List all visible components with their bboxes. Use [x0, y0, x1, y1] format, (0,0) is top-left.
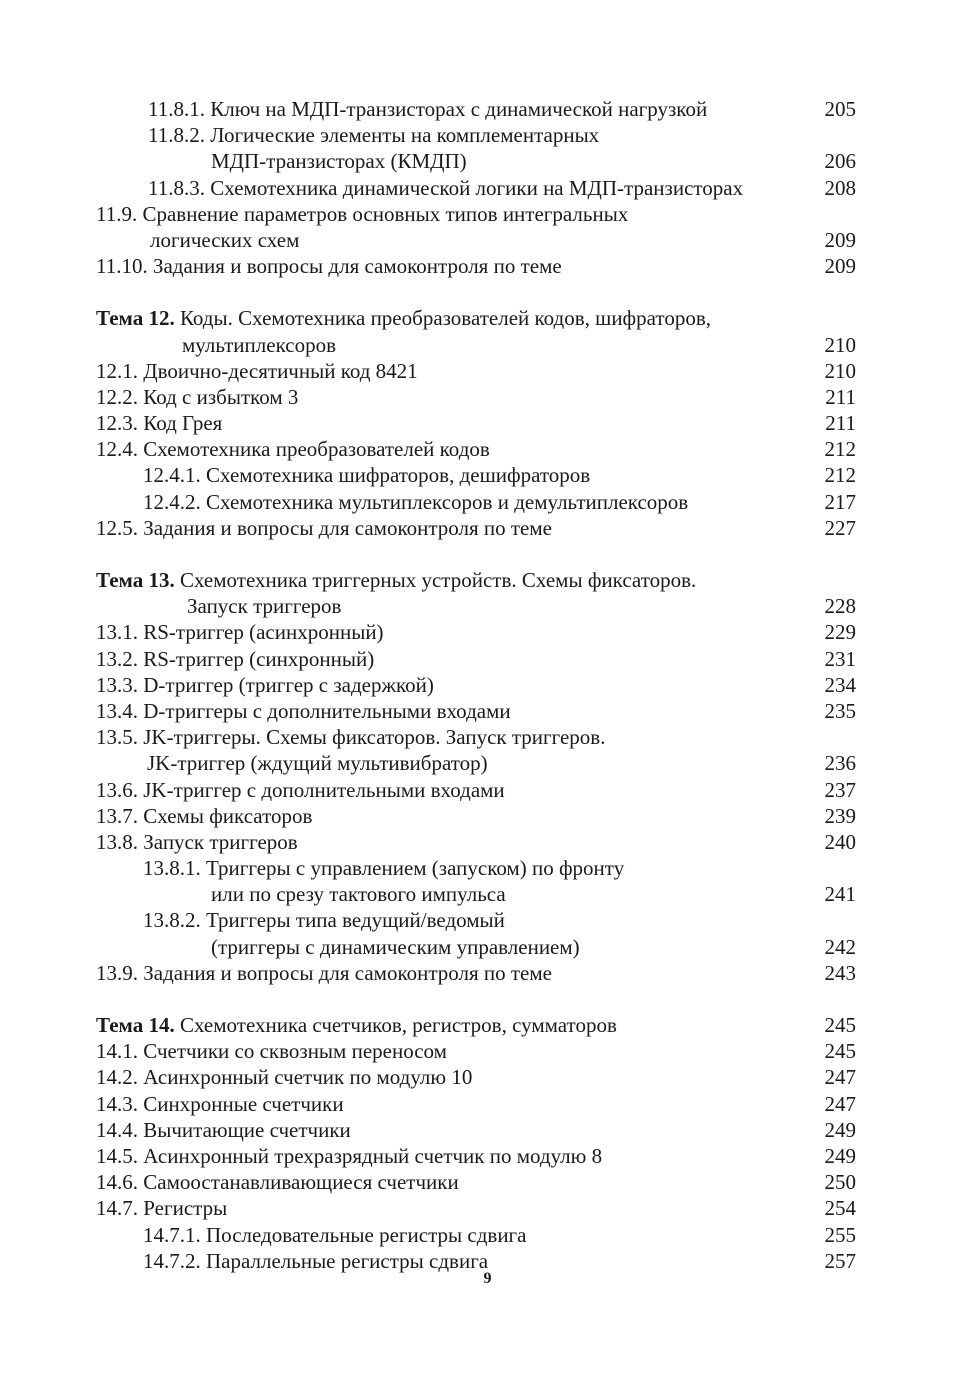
toc-entry-title: 13.7. Схемы фиксаторов: [96, 803, 313, 828]
toc-entry-title: 13.3. D-триггер (триггер с задержкой): [96, 672, 434, 697]
theme-label: Тема 13.: [96, 568, 175, 592]
toc-entry-title: 14.1. Счетчики со сквозным переносом: [96, 1039, 447, 1064]
toc-entry-title: 13.5. JK-триггеры. Схемы фиксаторов. Запуск триггеров.: [96, 725, 606, 750]
toc-entry: [96, 881, 856, 907]
toc-entry-title: Запуск триггеров: [187, 594, 342, 619]
toc-entry: [96, 1064, 856, 1090]
toc-entry-title: 13.2. RS-триггер (синхронный): [96, 646, 375, 671]
toc-entry-title: 14.7. Регистры: [96, 1196, 228, 1221]
toc-entry-page: 210: [824, 358, 856, 383]
toc-entry: [96, 332, 856, 358]
toc-entry-page: 210: [824, 332, 856, 357]
toc-entry-page: 242: [824, 934, 856, 959]
toc-entry-title: 13.4. D-триггеры с дополнительными входами: [96, 698, 511, 723]
toc-entry-page: 209: [824, 227, 856, 252]
toc-entry-title: 14.2. Асинхронный счетчик по модулю 10: [96, 1065, 473, 1090]
toc-entry: [96, 122, 856, 148]
toc-entry-page: 243: [824, 960, 856, 985]
toc-entry: [96, 777, 856, 803]
toc-entry: [96, 750, 856, 776]
toc-entry: [96, 619, 856, 645]
toc-entry: [96, 253, 856, 279]
toc-entry-title: 11.8.1. Ключ на МДП-транзисторах с динамической нагрузкой: [148, 97, 708, 121]
toc-entry: [96, 96, 856, 122]
toc-entry-title: 12.1. Двоично-десятичный код 8421: [96, 358, 418, 383]
toc-entry: [96, 1091, 856, 1117]
toc-theme-heading: [96, 1012, 856, 1038]
toc-entry: [96, 829, 856, 855]
toc-entry-title: мультиплексоров: [182, 332, 336, 357]
toc-entry-title: 12.3. Код Грея: [96, 411, 223, 436]
toc-entry-title: 14.7.1. Последовательные регистры сдвига: [143, 1222, 527, 1247]
toc-entry-title: JK-триггер (ждущий мультивибратор): [147, 751, 488, 776]
toc-entry-page: 247: [824, 1091, 856, 1116]
toc-entry-title: 11.8.2. Логические элементы на комплементарных: [148, 123, 600, 148]
toc-entry-title: 14.4. Вычитающие счетчики: [96, 1117, 351, 1142]
toc-entry-page: 257: [824, 1248, 856, 1273]
toc-entry-title: 13.8.1. Триггеры с управлением (запуском) по фронту: [143, 856, 625, 881]
toc-entry: [96, 593, 856, 619]
toc-entry: [96, 515, 856, 541]
toc-entry-page: 228: [824, 594, 856, 619]
toc-entry: [96, 907, 856, 933]
toc-entry: [96, 724, 856, 750]
toc-entry-title: 12.2. Код с избытком 3: [96, 384, 299, 409]
toc-entry-page: 245: [824, 1013, 856, 1037]
toc-entry-title: (триггеры с динамическим управлением): [211, 934, 580, 959]
toc-entry-title: 13.8.2. Триггеры типа ведущий/ведомый: [143, 908, 505, 933]
toc-entry: [96, 855, 856, 881]
toc-entry-title: 12.4. Схемотехника преобразователей кодов: [96, 437, 490, 462]
toc-entry-title: 14.7.2. Параллельные регистры сдвига: [143, 1248, 489, 1273]
toc-entry: [96, 1169, 856, 1195]
toc-entry-page: 211: [825, 411, 856, 436]
toc-entry: [96, 227, 856, 253]
table-of-contents: [96, 96, 856, 1274]
toc-entry-title: 13.1. RS-триггер (асинхронный): [96, 620, 384, 645]
toc-entry: [96, 960, 856, 986]
toc-entry-page: 235: [824, 698, 856, 723]
toc-entry-page: 247: [824, 1065, 856, 1090]
theme-title: Схемотехника счетчиков, регистров, сумматоров: [174, 1013, 617, 1037]
toc-entry-page: 255: [824, 1222, 856, 1247]
toc-entry-page: 227: [824, 515, 856, 540]
toc-entry-page: 217: [824, 489, 856, 514]
toc-entry: [96, 462, 856, 488]
toc-entry-page: 236: [824, 751, 856, 776]
toc-entry-page: 229: [824, 620, 856, 645]
page-number: 9: [483, 1270, 492, 1287]
toc-entry: [96, 1038, 856, 1064]
toc-theme-heading: [96, 305, 856, 331]
toc-entry: [96, 1143, 856, 1169]
toc-entry-title: 12.5. Задания и вопросы для самоконтроля по теме: [96, 515, 552, 540]
theme-label: Тема 14.: [96, 1013, 175, 1037]
theme-title: Схемотехника триггерных устройств. Схемы фиксаторов.: [174, 568, 697, 592]
toc-entry: [96, 489, 856, 515]
toc-entry: [96, 1195, 856, 1221]
toc-entry-page: 249: [824, 1117, 856, 1142]
toc-entry: [96, 934, 856, 960]
theme-title: Коды. Схемотехника преобразователей кодов, шифраторов,: [174, 306, 712, 331]
toc-entry: [96, 201, 856, 227]
toc-entry: [96, 148, 856, 174]
toc-entry: [96, 410, 856, 436]
theme-label: Тема 12.: [96, 306, 175, 331]
toc-entry: [96, 646, 856, 672]
toc-entry-page: 240: [824, 829, 856, 854]
toc-entry: [96, 384, 856, 410]
toc-entry: [96, 436, 856, 462]
toc-entry-page: 231: [824, 646, 856, 671]
toc-entry-page: 250: [824, 1170, 856, 1195]
toc-entry: [96, 1117, 856, 1143]
toc-entry-page: 254: [824, 1196, 856, 1221]
toc-entry-title: 11.8.3. Схемотехника динамической логики на МДП-транзисторах: [148, 175, 744, 200]
toc-entry: [96, 672, 856, 698]
toc-entry-title: логических схем: [150, 227, 300, 252]
toc-entry-title: 12.4.1. Схемотехника шифраторов, дешифраторов: [143, 463, 591, 488]
toc-entry-page: 237: [824, 777, 856, 802]
toc-entry-title: 14.6. Самоостанавливающиеся счетчики: [96, 1170, 459, 1195]
toc-entry: [96, 358, 856, 384]
toc-entry: [96, 803, 856, 829]
toc-entry-title: 12.4.2. Схемотехника мультиплексоров и демультиплексоров: [143, 489, 689, 514]
toc-entry-page: 206: [824, 149, 856, 174]
toc-entry: [96, 1222, 856, 1248]
toc-entry-title: 14.3. Синхронные счетчики: [96, 1091, 344, 1116]
toc-entry: [96, 175, 856, 201]
toc-entry-title: или по срезу тактового импульса: [211, 882, 506, 907]
toc-entry-title: 11.10. Задания и вопросы для самоконтроля по теме: [96, 254, 562, 279]
toc-entry-title: 13.8. Запуск триггеров: [96, 829, 298, 854]
toc-entry: [96, 698, 856, 724]
toc-entry-page: 209: [824, 254, 856, 279]
toc-entry-page: 234: [824, 672, 856, 697]
toc-entry-page: 211: [825, 384, 856, 409]
toc-entry-title: 13.6. JK-триггер с дополнительными входами: [96, 777, 505, 802]
toc-entry-title: 11.9. Сравнение параметров основных типов интегральных: [96, 201, 629, 226]
toc-entry-page: 208: [824, 175, 856, 200]
toc-entry-page: 239: [824, 803, 856, 828]
toc-entry-page: 245: [824, 1039, 856, 1064]
toc-theme-heading: [96, 567, 856, 593]
toc-entry-title: 13.9. Задания и вопросы для самоконтроля по теме: [96, 960, 552, 985]
toc-entry-page: 212: [824, 463, 856, 488]
toc-entry-page: 249: [824, 1143, 856, 1168]
toc-entry-page: 205: [824, 97, 856, 121]
toc-entry-page: 241: [824, 882, 856, 907]
toc-entry-page: 212: [824, 437, 856, 462]
toc-entry-title: 14.5. Асинхронный трехразрядный счетчик по модулю 8: [96, 1143, 603, 1168]
toc-entry-title: МДП-транзисторах (КМДП): [211, 149, 467, 174]
